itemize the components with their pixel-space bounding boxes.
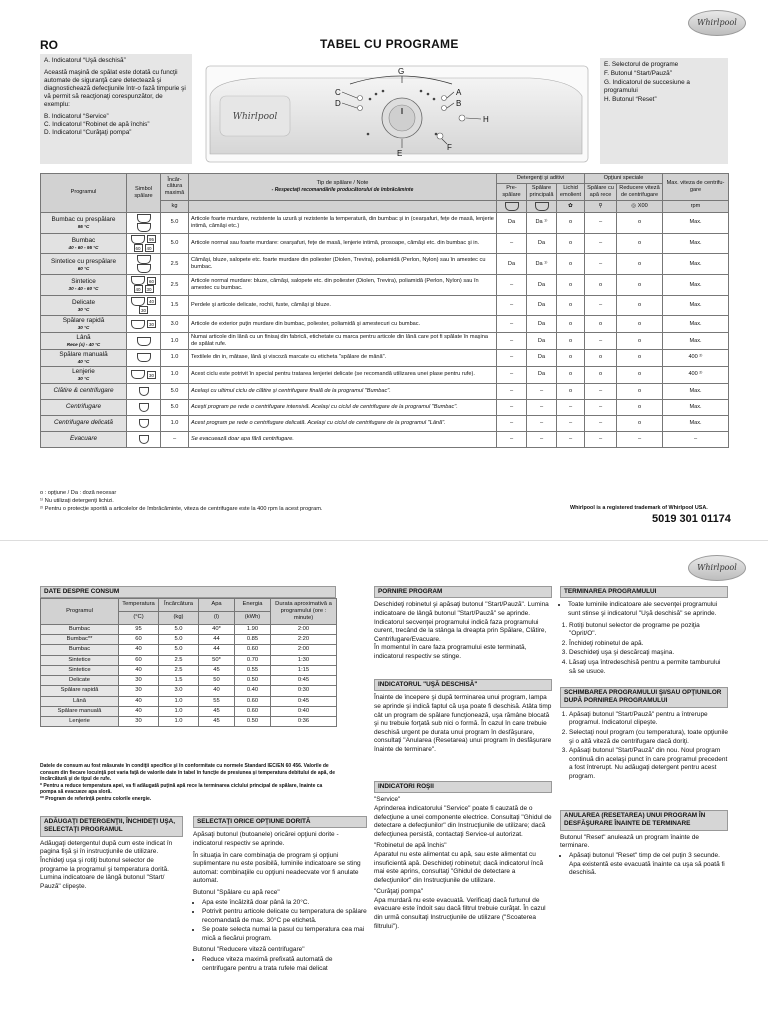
col-detergents: Detergenţi şi aditivi <box>497 174 585 184</box>
cold-wash-list: • Apa este încălzită doar până la 20°C. • Potrivit pentru articole delicate cu temperatura de spălare recomandată de max. 30°C pe etichetă. • Se poate selecta numai la pasul cu temperatura cea mai mică a fiecărui program. <box>202 899 367 944</box>
legend-e: E. Selectorul de programe <box>604 61 679 68</box>
panel-brand: Whirlpool <box>232 112 278 122</box>
machine-control-panel-diagram <box>200 56 594 166</box>
legend-h: H. Butonul “Reset” <box>604 96 657 103</box>
section-add-detergent: ADĂUGAŢI DETERGENŢII, ÎNCHIDEŢI UŞA, SELECTAŢI PROGRAMUL Adăugaţi detergentul după cum este indicat în pagina fişă şi în instrucţiunile de utilizare. Închideţi uşa şi rotiţi butonul selector de programe la programul şi temperatura dorită. Lumina indicatoare de lângă butonul "Start/ Pauză" clipeşte. <box>40 816 183 894</box>
col-reduce-spin: Reducere viteză de centrifugare <box>617 183 663 200</box>
consumption-row: Bumbac** 60 5.0 44 0.85 2:20 <box>41 635 337 645</box>
col-load-unit: kg <box>161 200 189 212</box>
wash-symbol-cell <box>127 275 161 295</box>
program-name-cell: Spălare rapidă 30 °C <box>41 316 127 333</box>
cons-col-temp: Temperatura <box>119 599 159 612</box>
language-code: RO <box>40 38 58 52</box>
program-name-cell: Centrifugare <box>41 399 127 415</box>
wash-symbol-cell <box>127 383 161 399</box>
temp-tub-icon: 60 <box>148 278 154 284</box>
consumption-row: Spălare manuală 40 1.0 45 0.60 0:40 <box>41 706 337 716</box>
wash-symbol-cell <box>127 316 161 333</box>
cons-col-water: Apa <box>199 599 235 612</box>
consumption-table: Programul Temperatura Încărcătura Apa Energia Durata aproximativă a programului (ore : minute) (°C) (kg) (l) (kWh) Bumbac 95 5.0 40* 1.90 2:00 Bumbac** 60 5.0 44 0.85 2:20 Bumbac 40 5.0 44 0.60 2:00 Sintetice 60 2.5 50* 0.70 1:30 Sintetice 40 2.5 45 0.55 1:15 Delicate 30 1.5 50 0.50 0:45 Spălare rapidă 30 3.0 40 0.40 0:30 Lână 40 1.0 55 0.60 0:45 Spălare manuală 40 1.0 45 0.60 0:40 Lenjerie 30 1.0 45 0.50 0:36 <box>40 598 337 727</box>
legend-para: Această maşină de spălat este dotată cu funcţii automate de siguranţă care detectează şi diagnostichează defecţiunile într-o fază timpurie şi vă permit să reacţionaţi corespunzător, de exemplu: <box>44 69 186 108</box>
diagram-label-c: C <box>335 88 341 97</box>
legend-f: F. Butonul “Start/Pauză” <box>604 70 672 77</box>
cons-col-load: Încărcătura <box>159 599 199 612</box>
program-name-cell: Evacuare <box>41 431 127 447</box>
reduce-spin-list: • Reduce viteza maximă prefixată automată de centrifugare pentru a trata rufele mai delicat <box>202 956 367 973</box>
wash-tub-icon <box>136 216 152 231</box>
program-name-cell: Bumbac 40 - 60 - 95 °C <box>41 233 127 253</box>
consumption-row: Delicate 30 1.5 50 0.50 0:45 <box>41 676 337 686</box>
col-mainwash: Spălare principală <box>527 183 557 200</box>
program-name-cell: Centrifugare delicată <box>41 415 127 431</box>
indicator-legend-left <box>40 54 192 164</box>
col-cold-wash: Spălare cu apă rece <box>585 183 617 200</box>
col-max-speed: Max. viteza de centrifu-gare <box>663 174 729 201</box>
wash-tub-icon <box>138 437 150 443</box>
wash-tub-icon <box>130 237 146 243</box>
wash-tub-icon <box>136 339 152 345</box>
section-change-program: SCHIMBAREA PROGRAMULUI ŞI/SAU OPŢIUNILOR DUPĂ PORNIREA PROGRAMULUI 1. Apăsaţi butonul "Start/Pauză" pentru a întrerupe programul. Indicatorul clipeşte. 2. Selectaţi noul program (cu temperatura), toate opţiunile şi o altă viteză de centrifugare dacă doriţi. 3. Apăsaţi butonul "Start/Pauză" din nou. Noul program continuă din acelaşi punct în care programul precedent a fost întrerupt. Nu adăugaţi detergent pentru acest program. <box>560 687 728 783</box>
legend-g: G. Indicatorul de succesiune a programului <box>604 79 690 94</box>
program-name-cell: Clătire & centrifugare <box>41 383 127 399</box>
cons-col-duration: Durata aproximativă a programului (ore : minute) <box>271 599 337 625</box>
consumption-row: Sintetice 60 2.5 50* 0.70 1:30 <box>41 655 337 665</box>
program-name-cell: Sintetice cu prespălare 60 °C <box>41 254 127 275</box>
consumption-notes: Datele de consum au fost măsurate în condiţii specifice şi în conformitate cu normele Standard IEC/EN 60 456. Valorile de consum din fiecare locuinţă pot varia faţă de valorile date în tabel în funcţie de presiunea şi temperatura debitului de apă, de încărcătură şi de tipul de rufe. * Pentru a reduce temperatura apei, va fi adăugată puţină apă rece la terminarea ciclului principal de spălare, înainte ca pompa să evacueze apa sloră. ** Program de referinţă pentru colorile energie. <box>40 763 336 802</box>
col-options: Opţiuni speciale <box>585 174 663 184</box>
consumption-row: Lenjerie 30 1.0 45 0.50 0:36 <box>41 717 337 727</box>
temp-tub-icon: 40 <box>135 287 141 293</box>
section-cancel-program: ANULAREA (RESETAREA) UNUI PROGRAM ÎN DESFĂŞURARE ÎNAINTE DE TERMINARE Butonul "Reset" anulează un program înainte de terminare. • Apăsaţi butonul "Reset" timp de cel puţin 3 secunde. Apa existentă este evacuată înainte ca uşa să poată fi deschisă. <box>560 810 728 881</box>
mainwash-icon <box>527 200 557 212</box>
program-name-cell: Delicate 30 °C <box>41 295 127 315</box>
wash-symbol-cell <box>127 333 161 350</box>
program-row: Clătire & centrifugare 5.0 Acelaşi cu ultimul ciclu de clătire şi centrifugare finală de la programul "Bumbac". – – o – o Max. <box>41 383 729 399</box>
section-start: PORNIRE PROGRAM Deschideţi robinetul şi apăsaţi butonul "Start/Pauză". Lumina indicatoare de lângă butonul "Start/Pauză" se aprinde. Indicatorul secvenţei programului indică faza programului curent, trecând de la stânga la dreapta prin Spălare, Clătire, Centrifugare/Evacuare. În momentul în care faza programului este terminată, indicatorul respectiv se stinge. <box>374 586 552 665</box>
wash-symbol-cell <box>127 431 161 447</box>
col-prewash: Pre-spălare <box>497 183 527 200</box>
temp-tub-icon: 30 <box>140 307 146 313</box>
wash-symbol-cell <box>127 295 161 315</box>
col-load: Încăr-cătura maximă <box>161 174 189 201</box>
program-row: Spălare rapidă 30 °C 30 3.0 Articole de exterior puţin murdare din bumbac, poliester, poliamidă şi amestecuri cu bumbac. – Da o o o Max. <box>41 316 729 333</box>
wash-symbol-cell <box>127 366 161 383</box>
program-row: Bumbac cu prespălare 95 °C 5.0 Articole foarte murdare, rezistente la uzură şi rezistente la temperatură, din bumbac şi in (cearşafuri, feţe de masă, lenjerie intimă, câmăşi etc.) Da Da ¹⁾ o – o Max. <box>41 212 729 233</box>
wash-symbol-cell <box>127 233 161 253</box>
section-end: TERMINAREA PROGRAMULUI • Toate luminile indicatoare ale secvenţei programului sunt stinse şi indicatorul "Uşă deschisă" se aprinde. 1. Rotiţi butonul selector de programe pe poziţia "Oprit/O". 2. Închideţi robinetul de apă. 3. Deschideţi uşa şi descărcaţi maşina. 4. Lăsaţi uşa întredeschisă pentru a permite tamburului să se usuce. <box>560 586 728 677</box>
wash-symbol-cell <box>127 212 161 233</box>
prewash-icon <box>497 200 527 212</box>
program-row: Lenjerie 30 °C 30 1.0 Acest ciclu este potrivit în special pentru tratarea lenjeriei delicate (se recomandă utilizarea unei plase pentru rufe). – Da o o o 400 ²⁾ <box>41 366 729 383</box>
col-softener: Lichid emolient <box>557 183 585 200</box>
legend-a: A. Indicatorul “Uşă deschisă” <box>44 57 126 64</box>
cons-col-program: Programul <box>41 599 119 625</box>
cons-col-energy: Energia <box>235 599 271 612</box>
whirlpool-logo-bottom: Whirlpool <box>688 555 746 581</box>
wash-tub-icon <box>136 257 152 272</box>
temp-tub-icon: 95 <box>148 237 154 243</box>
wash-symbol-cell <box>127 415 161 431</box>
program-name-cell: Bumbac cu prespălare 95 °C <box>41 212 127 233</box>
program-name-cell: Spălare manuală 40 °C <box>41 350 127 367</box>
temp-tub-icon: 30 <box>148 372 154 378</box>
wash-tub-icon <box>138 405 150 411</box>
program-row: Sintetice cu prespălare 60 °C 2.5 Cămăşi, bluze, salopete etc. foarte murdare din poliester (Diolen, Trevira), poliamidă (Perlon, Nylon) sau în amestec cu bumbac. Da Da ¹⁾ o – o Max. <box>41 254 729 275</box>
cold-tap-icon: ⚲ <box>585 200 617 212</box>
diagram-label-g: G <box>398 67 405 76</box>
program-row: Bumbac 40 - 60 - 95 °C 9560 40 5.0 Articole normal sau foarte murdare: cearşafuri, feţe de masă, lenjerie intimă, prosoape, cămăşi etc. din bumbac şi in. – Da o – o Max. <box>41 233 729 253</box>
wash-symbol-cell <box>127 350 161 367</box>
wash-tub-icon <box>130 322 146 328</box>
wash-tub-icon <box>136 355 152 361</box>
temp-tub-icon: 40 <box>146 245 152 251</box>
whirlpool-logo: Whirlpool <box>688 10 746 36</box>
wash-tub-icon <box>130 372 146 378</box>
legend-b: B. Indicatorul “Service” <box>44 113 109 120</box>
consumption-row: Sintetice 40 2.5 45 0.55 1:15 <box>41 665 337 675</box>
temp-tub-icon: 40 <box>148 299 154 305</box>
program-name-cell: Lână Rece (x) - 40 °C <box>41 333 127 350</box>
temp-tub-icon: 30 <box>146 287 152 293</box>
temp-tub-icon: 30 <box>148 322 154 328</box>
document-code: 5019 301 01174 <box>652 513 731 525</box>
col-symbol: Simbol spălare <box>127 174 161 213</box>
section-options: SELECTAŢI ORICE OPŢIUNE DORITĂ Apăsaţi butonul (butoanele) oricărei opţiuni dorite - indicatorul respectiv se aprinde. În situaţia în care combinaţia de program şi opţiuni suplimentare nu este posibilă, luminile indicatoare se sting automat: combinaţiile cu opţiuni neadecvate vor fi anulate automat. Butonul "Spălare cu apă rece" • Apa este încălzită doar până la 20°C. • Potrivit pentru articole delicate cu temperatura de spălare recomandată de max. 30°C pe etichetă. • Se poate selecta numai la pasul cu temperatura cea mai mică a fiecărui program. Butonul "Reducere viteză centrifugare" • Reduce viteza maximă prefixată automată de centrifugare pentru a trata rufele mai delicat <box>193 816 367 976</box>
consumption-title: DATE DESPRE CONSUM <box>40 586 336 598</box>
program-row: Lână Rece (x) - 40 °C 1.0 Numai articole din lână cu un finisaj din fabrică, etichetate cu marca pentru articole din lână care pot fi spălate în maşina de spălat rufe. – Da o – o Max. <box>41 333 729 350</box>
wash-symbol-cell <box>127 399 161 415</box>
program-row: Spălare manuală 40 °C 1.0 Textilele din in, mătase, lână şi viscoză marcate cu eticheta "spălare de mână". – Da o o o 400 ²⁾ <box>41 350 729 367</box>
reduce-spin-icon: ◎ X00 <box>617 200 663 212</box>
indicator-legend-right <box>600 58 728 164</box>
diagram-label-b: B <box>456 99 462 108</box>
diagram-label-e: E <box>397 149 403 158</box>
page-title: TABEL CU PROGRAME <box>320 37 459 51</box>
diagram-label-f: F <box>447 143 452 152</box>
section-door: INDICATORUL "UŞĂ DESCHISĂ" Înainte de începere şi după terminarea unui program, lampa se aprinde şi indică faptul că uşa poate fi deschisă. Atâta timp cât un program de spălare funcţionează, uşa rămâne blocată şi nu trebuie forţată sub nici o formă. În cazul în care trebuie deschisă urgent pe durata unui program în desfăşurare, consultaţi "Anularea (Resetarea) unui program în desfăşurare înainte de terminare". <box>374 681 552 753</box>
consumption-row: Lână 40 1.0 55 0.60 0:45 <box>41 696 337 706</box>
col-speed-unit: rpm <box>663 200 729 212</box>
legend-c: C. Indicatorul “Robinet de apă închis” <box>44 121 150 128</box>
program-table <box>40 173 729 448</box>
program-row: Delicate 30 °C 4030 1.5 Perdele şi articole delicate, rochii, fuste, cămăşi şi bluze. – Da o – o Max. <box>41 295 729 315</box>
program-name-cell: Lenjerie 30 °C <box>41 366 127 383</box>
consumption-row: Bumbac 95 5.0 40* 1.90 2:00 <box>41 625 337 635</box>
wash-tub-icon <box>138 389 150 395</box>
page-divider <box>0 540 768 541</box>
diagram-label-d: D <box>335 99 341 108</box>
table-footnotes: o : opţiune / Da : doză necesar ¹⁾ Nu utilizaţi detergenţi lichizi. ²⁾ Pentru o protecţie sporită a articolelor de îmbrăcăminte, viteza de centrifugare este la 400 rpm la acest program. <box>40 490 323 512</box>
col-program: Programul <box>41 174 127 213</box>
wash-tub-icon <box>138 421 150 427</box>
program-row: Centrifugare 5.0 Aceşti program pe rede o centrifugare intensivă. Acelaşi cu ciclul de centrifugare de la programul "Bumbac". – – – – o Max. <box>41 399 729 415</box>
section-red-indicators: INDICATORI ROŞII "Service" Aprinderea indicatorului "Service" poate fi cauzată de o defecţiune a unei componente electrice. Consultaţi "Ghidul de detectare a defecţiunilor" din Instrucţiunile de utilizare; dacă defecţiunea persistă, contactaţi Service-ul autorizat. "Robinetul de apă închis" Aparatul nu este alimentat cu apă, sau este alimentat cu insuficientă apă. Deschideţi robinetul; dacă indicatorul încă mai este aprins, consultaţi "Ghidul de detectare a defecţiunilor" din Instrucţiunile de utilizare. "Curăţaţi pompa" Apa murdară nu este evacuată. Verificaţi dacă furtunul de evacuare este îndoit sau dacă filtrul trebuie curăţat. În cazul din urmă consultaţi Instrucţiunile de utilizare ("Scoaterea filtrului"). <box>374 783 552 930</box>
temp-tub-icon: 60 <box>135 245 141 251</box>
trademark-note: Whirlpool is a registered trademark of Whirlpool USA. <box>570 505 708 511</box>
legend-d: D. Indicatorul “Curăţaţi pompa” <box>44 129 132 136</box>
program-row: Evacuare – Se evacuează doar apa fără centrifugare. – – – – – – <box>41 431 729 447</box>
consumption-row: Bumbac 40 5.0 44 0.60 2:00 <box>41 645 337 655</box>
col-type: Tip de spălare / Note - Respectaţi recomandările producătorului de îmbrăcăminte <box>189 174 497 201</box>
consumption-row: Spălare rapidă 30 3.0 40 0.40 0:30 <box>41 686 337 696</box>
diagram-label-h: H <box>483 115 489 124</box>
program-name-cell: Sintetice 30 - 40 - 60 °C <box>41 275 127 295</box>
wash-tub-icon <box>130 278 146 284</box>
softener-icon: ✿ <box>557 200 585 212</box>
wash-symbol-cell <box>127 254 161 275</box>
program-row: Centrifugare delicată 1.0 Acest program pe rede o centrifugare delicată. Acelaşi cu ciclul de centrifugare de la programul "Lână". – – – – o Max. <box>41 415 729 431</box>
wash-tub-icon <box>130 299 146 305</box>
diagram-label-a: A <box>456 88 462 97</box>
program-row: Sintetice 30 - 40 - 60 °C 6040 30 2.5 Articole normal murdare: bluze, cămăşi, salopete etc. din poliester (Diolen, Trevira), poliamidă (Perlon, Nylon) sau în amestec cu bumbac. – Da o o o Max. <box>41 275 729 295</box>
